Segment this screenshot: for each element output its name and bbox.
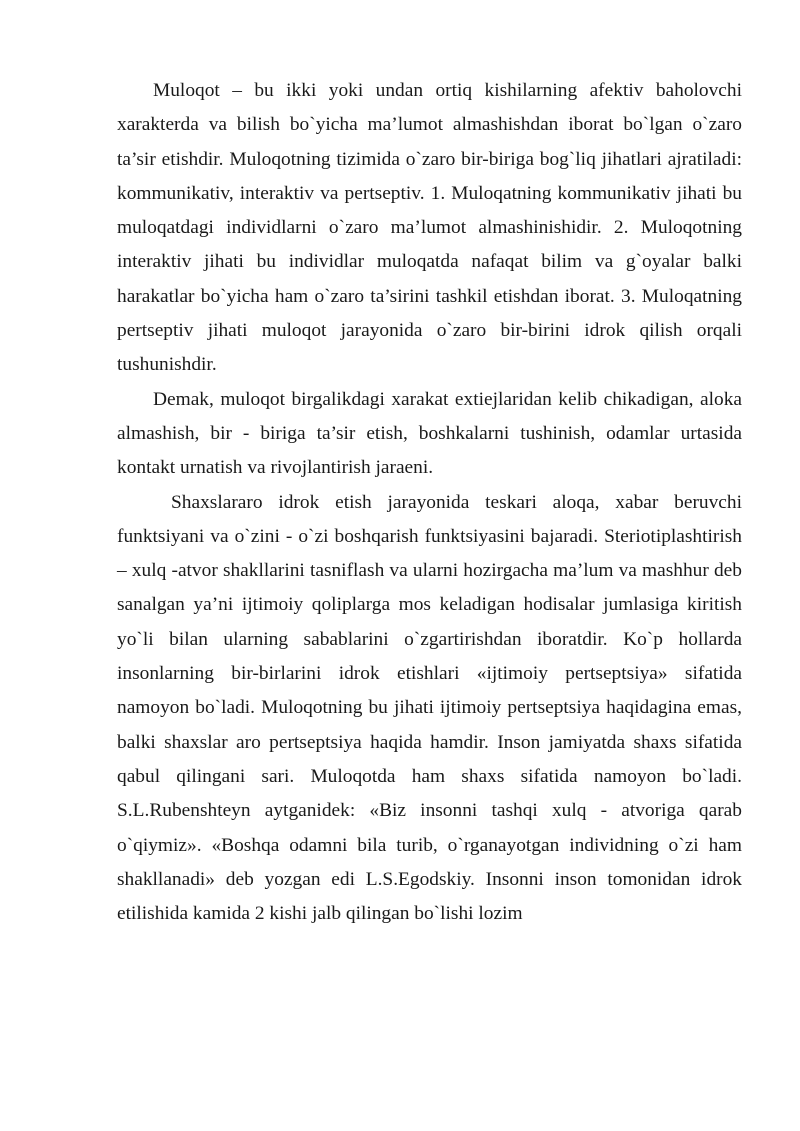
document-page xyxy=(117,74,742,931)
paragraph-shaxslararo-idrok: Shaxslararo idrok etish jarayonida teskari aloqa, xabar beruvchi funktsiyani va o`zini - o`zi boshqarish funktsiyasini bajaradi. Steriotiplashtirish – xulq -atvor shakllarini tasniflash va ularni hozirgacha ma’lum va mashhur deb sanalgan ya’ni ijtimoiy qoliplarga mos keladigan hodisalar jumlasiga kiritish yo`li bilan ularning sabablarini o`zgartirishdan iboratdir. Ko`p hollarda insonlarning bir-birlarini idrok etishlari «ijtimoiy pertseptsiya» sifatida namoyon bo`ladi. Muloqotning bu jihati ijtimoiy pertseptsiya haqidagina emas, balki shaxslar aro pertseptsiya haqida hamdir. Inson jamiyatda shaxs sifatida qabul qilingani sari. Muloqotda ham shaxs sifatida namoyon bo`ladi. S.L.Rubenshteyn aytganidek: «Biz insonni tashqi xulq - atvoriga qarab o`qiymiz». «Boshqa odamni bila turib, o`rganayotgan individning o`zi ham shakllanadi» deb yozgan edi L.S.Egodskiy. Insonni inson tomonidan idrok etilishida kamida 2 kishi jalb qilingan bo`lishi lozim xyxy=(117,491,742,925)
paragraph-muloqot-definition: Muloqot – bu ikki yoki undan ortiq kishilarning afektiv baholovchi xarakterda va bilish bo`yicha ma’lumot almashishdan iborat bo`lgan o`zaro ta’sir etishdir. Muloqotning tizimida o`zaro bir-biriga bog`liq jihatlari ajratiladi: kommunikativ, interaktiv va pertseptiv. 1. Muloqatning kommunikativ jihati bu muloqatdagi individlarni o`zaro ma’lumot almashinishidir. 2. Muloqotning interaktiv jihati bu individlar muloqatda nafaqat bilim va g`oyalar balki harakatlar bo`yicha ham o`zaro ta’sirini tashkil etishdan iborat. 3. Muloqatning pertseptiv jihati muloqot jarayonida o`zaro bir-birini idrok qilish orqali tushunishdir. xyxy=(117,80,742,376)
paragraph-demak: Demak, muloqot birgalikdagi xarakat extiejlaridan kelib chikadigan, aloka almashish, bir - biriga ta’sir etish, boshkalarni tushinish, odamlar urtasida kontakt urnatish va rivojlantirish jaraeni. xyxy=(117,388,742,479)
